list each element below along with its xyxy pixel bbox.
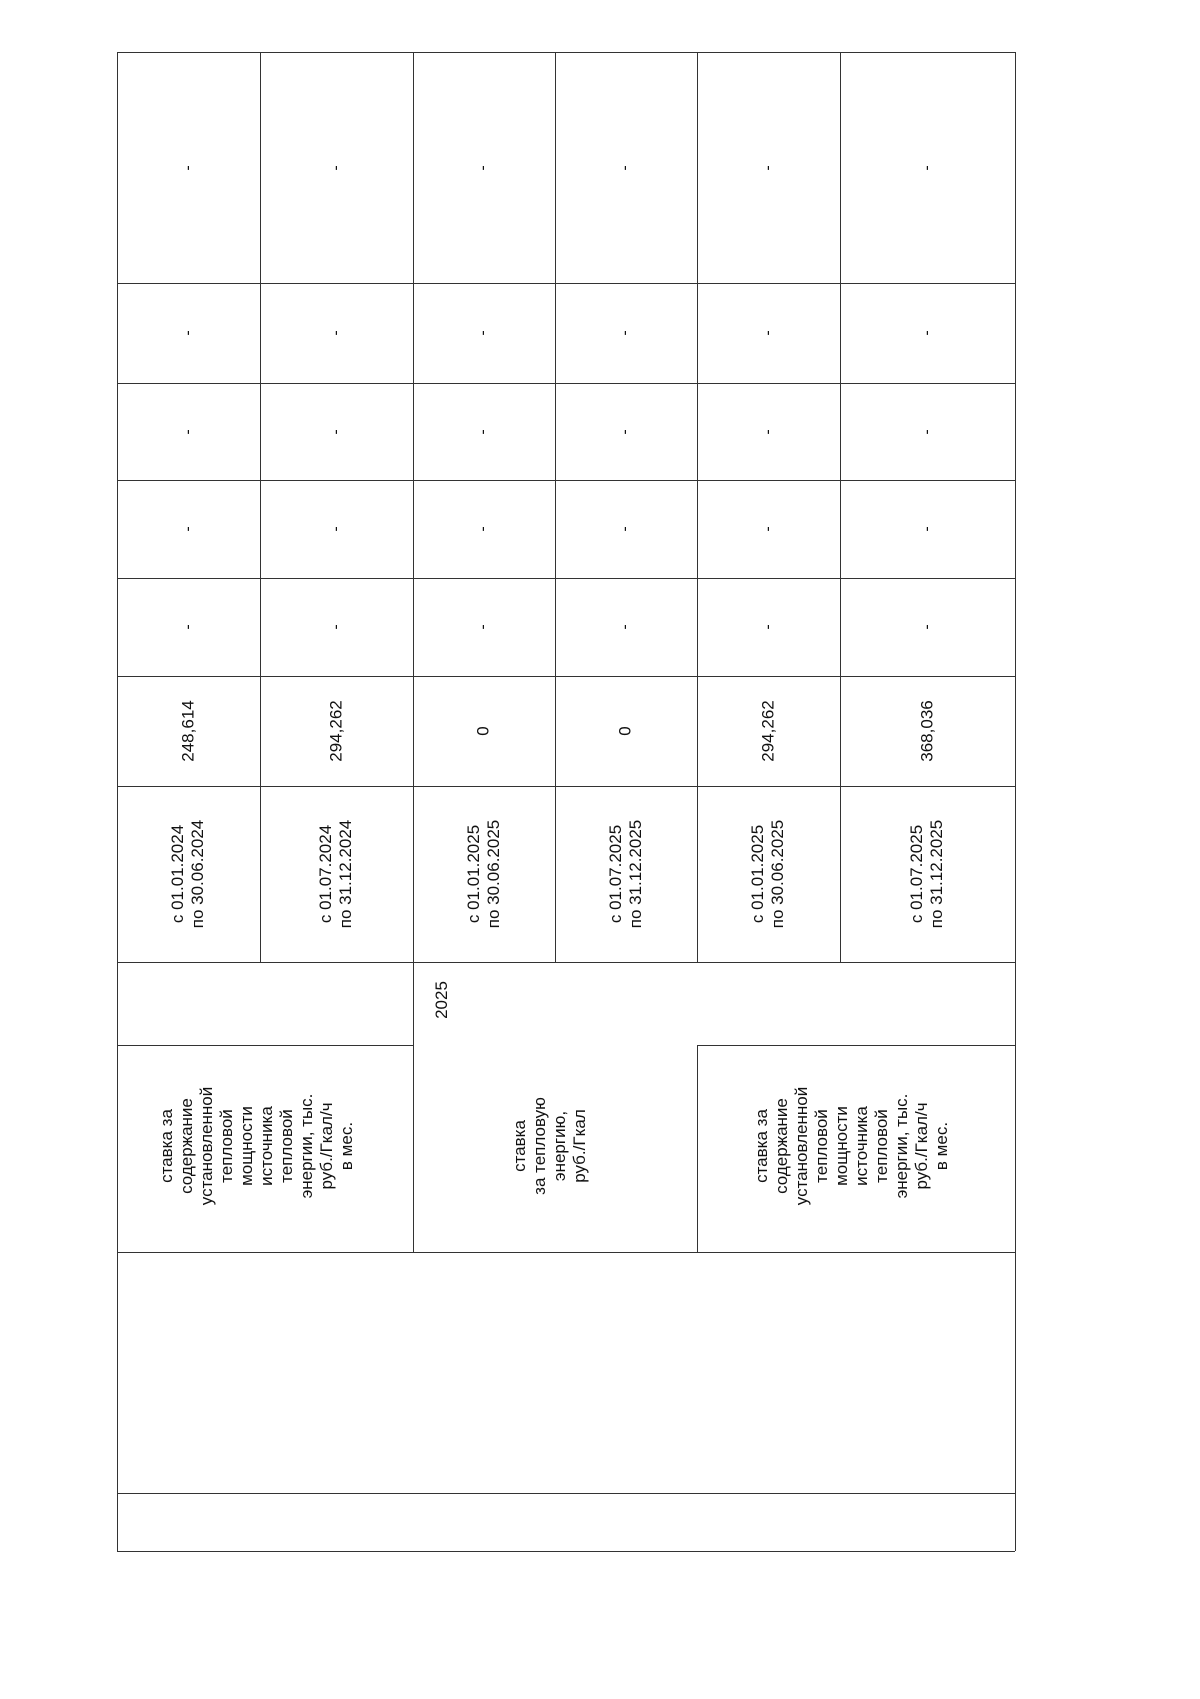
period-date-cell: [699, 788, 838, 960]
empty-value-cell: [119, 482, 258, 576]
empty-value-cell: [699, 385, 838, 478]
dash-mark: -: [759, 428, 777, 435]
empty-value-cell: [415, 580, 553, 674]
period-value-cell: [699, 678, 838, 784]
table-rule-v: [413, 52, 414, 962]
table-rule-v: [697, 52, 698, 962]
dash-mark: -: [918, 330, 936, 336]
empty-value-cell: [842, 482, 1013, 576]
period-date-label: с 01.01.2025 по 30.06.2025: [748, 819, 788, 929]
year-cell: [412, 960, 472, 1040]
empty-value-cell: [842, 54, 1013, 281]
table-rule-h: [117, 283, 1015, 284]
period-date-cell: [119, 788, 258, 960]
empty-value-cell: [699, 54, 838, 281]
dash-mark: -: [327, 624, 345, 630]
empty-value-cell: [557, 54, 695, 281]
empty-value-cell: [415, 54, 553, 281]
dash-mark: -: [759, 624, 777, 630]
dash-mark: -: [179, 330, 197, 336]
empty-value-cell: [262, 482, 411, 576]
period-date-label: с 01.07.2024 по 31.12.2024: [316, 819, 356, 929]
empty-value-cell: [262, 285, 411, 381]
table-rule-h: [117, 480, 1015, 481]
empty-value-cell: [557, 482, 695, 576]
period-date-cell: [262, 788, 411, 960]
period-date-label: с 01.07.2025 по 31.12.2025: [907, 819, 947, 929]
empty-value-cell: [557, 285, 695, 381]
dash-mark: -: [327, 330, 345, 336]
dash-mark: -: [616, 164, 634, 171]
dash-mark: -: [474, 330, 492, 336]
period-date-cell: [842, 788, 1013, 960]
empty-value-cell: [262, 385, 411, 478]
period-value: 248,614: [178, 700, 198, 762]
period-date-cell: [415, 788, 553, 960]
empty-value-cell: [119, 285, 258, 381]
period-value: 0: [474, 726, 493, 736]
dash-mark: -: [616, 526, 634, 532]
dash-mark: -: [327, 164, 345, 171]
empty-value-cell: [842, 385, 1013, 478]
period-value-cell: [119, 678, 258, 784]
dash-mark: -: [616, 624, 634, 630]
dash-mark: -: [759, 164, 777, 171]
period-value-cell: [415, 678, 553, 784]
rate-capacity-label-2: ставка за содержание установленной тепловой мощности источника тепловой энергии, тыс. руб./Гкал/ч в мес.: [751, 1086, 951, 1206]
empty-value-cell: [699, 580, 838, 674]
empty-value-cell: [699, 285, 838, 381]
year-label: 2025: [431, 981, 451, 1019]
dash-mark: -: [759, 526, 777, 532]
period-value-cell: [262, 678, 411, 784]
dash-mark: -: [474, 624, 492, 630]
period-value-cell: [557, 678, 695, 784]
empty-value-cell: [119, 580, 258, 674]
rate-energy-cell: [410, 1043, 690, 1249]
dash-mark: -: [327, 428, 345, 435]
empty-value-cell: [415, 482, 553, 576]
dash-mark: -: [179, 526, 197, 532]
table-rule-h: [117, 383, 1015, 384]
empty-value-cell: [262, 54, 411, 281]
rate-capacity-label: ставка за содержание установленной тепловой мощности источника тепловой энергии, тыс. руб./Гкал/ч в мес.: [156, 1086, 356, 1206]
period-value-cell: [842, 678, 1013, 784]
table-rule-h: [117, 1252, 1015, 1253]
rate-capacity-cell: [107, 1043, 407, 1249]
dash-mark: -: [179, 624, 197, 630]
dash-mark: -: [179, 164, 197, 171]
dash-mark: -: [474, 526, 492, 532]
dash-mark: -: [179, 428, 197, 435]
empty-value-cell: [262, 580, 411, 674]
table-rule-h: [117, 1551, 1015, 1552]
empty-value-cell: [557, 385, 695, 478]
table-rule-h: [117, 1493, 1015, 1494]
rate-capacity-cell-2: [692, 1043, 1012, 1249]
table-rule-v: [117, 52, 118, 1551]
empty-value-cell: [699, 482, 838, 576]
empty-value-cell: [119, 54, 258, 281]
dash-mark: -: [616, 330, 634, 336]
dash-mark: -: [918, 164, 936, 171]
empty-value-cell: [119, 385, 258, 478]
period-date-cell: [557, 788, 695, 960]
table-rule-v: [260, 52, 261, 962]
period-value: 0: [616, 726, 635, 736]
period-date-label: с 01.07.2025 по 31.12.2025: [606, 819, 645, 929]
dash-mark: -: [918, 428, 936, 435]
dash-mark: -: [616, 428, 634, 435]
table-rule-h: [117, 52, 1015, 53]
rate-energy-label: ставка за тепловую энергию, руб./Гкал: [509, 1097, 589, 1195]
period-value: 294,262: [326, 700, 346, 762]
dash-mark: -: [759, 330, 777, 336]
table-rule-h: [117, 676, 1015, 677]
table-rule-v: [555, 52, 556, 962]
empty-value-cell: [415, 385, 553, 478]
dash-mark: -: [327, 526, 345, 532]
table-rule-v: [840, 52, 841, 962]
dash-mark: -: [474, 164, 492, 171]
period-value: 294,262: [758, 700, 778, 762]
empty-value-cell: [557, 580, 695, 674]
table-rule-h: [117, 786, 1015, 787]
period-date-label: с 01.01.2024 по 30.06.2024: [168, 819, 208, 929]
table-rule-v: [1015, 52, 1016, 1551]
empty-value-cell: [842, 285, 1013, 381]
dash-mark: -: [918, 526, 936, 532]
dash-mark: -: [918, 624, 936, 630]
table-rule-h: [117, 962, 1015, 963]
period-value: 368,036: [917, 700, 937, 762]
empty-value-cell: [415, 285, 553, 381]
dash-mark: -: [474, 428, 492, 435]
period-date-label: с 01.01.2025 по 30.06.2025: [464, 819, 503, 929]
empty-value-cell: [842, 580, 1013, 674]
table-rule-h: [117, 578, 1015, 579]
